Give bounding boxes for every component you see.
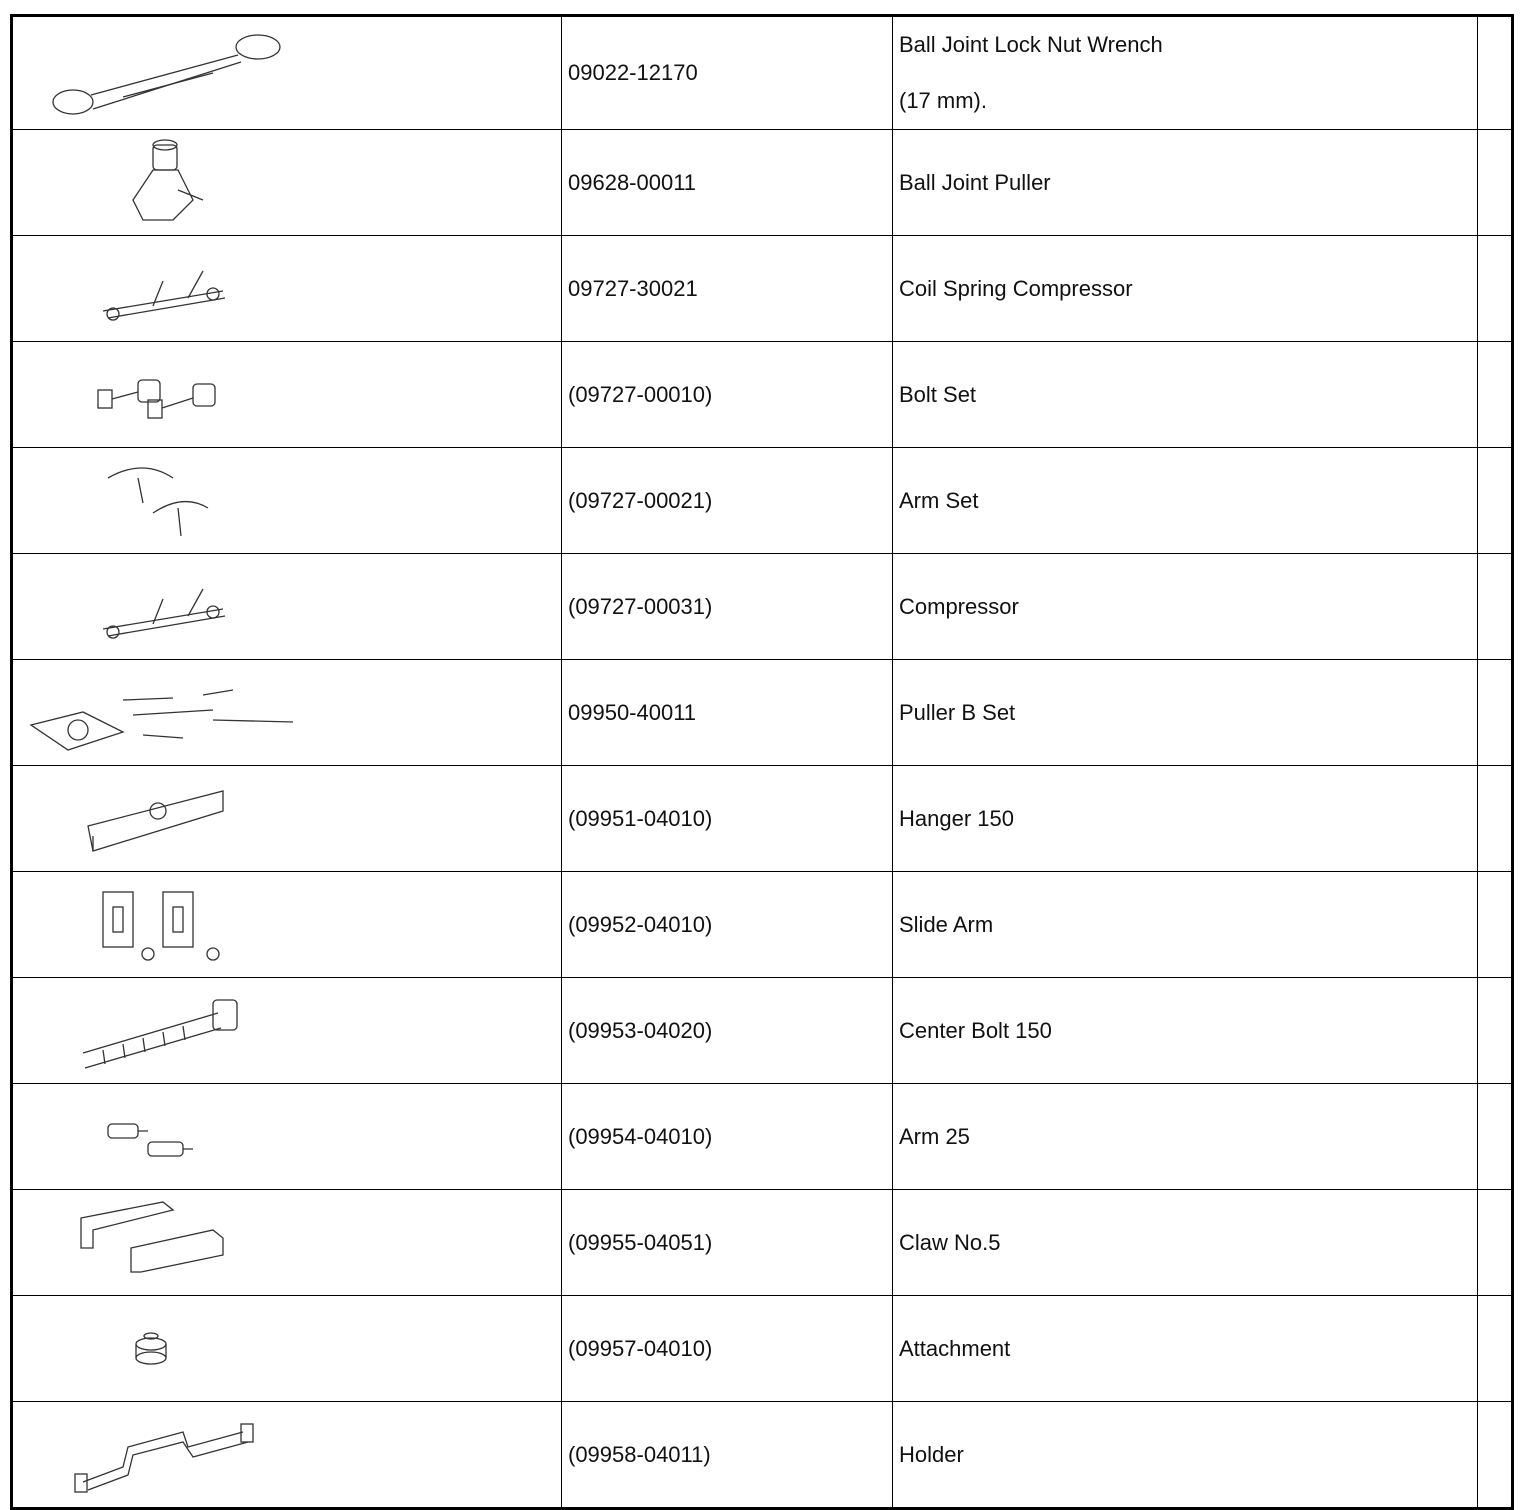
tool-name: Attachment [899, 1335, 1011, 1361]
tool-illustration-cell [12, 1084, 562, 1190]
bolt-set-icon [13, 342, 561, 447]
compressor-icon [13, 236, 561, 341]
part-number: (09957-04010) [562, 1296, 893, 1402]
tool-name-cell [893, 766, 1478, 872]
tool-name-cell [893, 236, 1478, 342]
wrench-icon [13, 17, 561, 122]
arm-set-icon [13, 448, 561, 553]
table-row [12, 554, 1513, 660]
center-bolt-icon [13, 978, 561, 1083]
empty-cell [1478, 978, 1513, 1084]
tool-name: Bolt Set [899, 381, 977, 407]
part-number: 09022-12170 [562, 16, 893, 130]
empty-cell [1478, 16, 1513, 130]
tool-name-cell [893, 660, 1478, 766]
slide-arm-icon [13, 872, 561, 977]
empty-cell [1478, 766, 1513, 872]
tool-illustration-cell [12, 130, 562, 236]
part-number: (09727-00031) [562, 554, 893, 660]
tool-name: Ball Joint Lock Nut Wrench [899, 32, 1163, 57]
empty-cell [1478, 554, 1513, 660]
table-row [12, 130, 1513, 236]
part-number: (09952-04010) [562, 872, 893, 978]
tool-illustration-cell [12, 872, 562, 978]
tool-illustration-cell [12, 978, 562, 1084]
tool-name-cell [893, 1402, 1478, 1509]
table-row [12, 872, 1513, 978]
tool-name-cell [893, 872, 1478, 978]
tool-name: Puller B Set [899, 699, 1016, 725]
tool-illustration-cell [12, 1296, 562, 1402]
empty-cell [1478, 1402, 1513, 1509]
table-row [12, 448, 1513, 554]
tool-name: Arm 25 [899, 1123, 970, 1149]
part-number: (09954-04010) [562, 1084, 893, 1190]
tool-illustration-cell [12, 1190, 562, 1296]
special-tools-table [10, 14, 1514, 1510]
tool-name-cell [893, 978, 1478, 1084]
empty-cell [1478, 342, 1513, 448]
tool-illustration-cell [12, 554, 562, 660]
tool-name-cell [893, 342, 1478, 448]
tool-name: Compressor [899, 593, 1019, 619]
table-row [12, 660, 1513, 766]
tool-illustration-cell [12, 236, 562, 342]
tool-name: Coil Spring Compressor [899, 275, 1133, 301]
tool-illustration-cell [12, 342, 562, 448]
part-number: 09950-40011 [562, 660, 893, 766]
tool-illustration-cell [12, 766, 562, 872]
table-row [12, 1402, 1513, 1509]
part-number: (09953-04020) [562, 978, 893, 1084]
table-row [12, 1190, 1513, 1296]
tool-name: Slide Arm [899, 911, 994, 937]
hanger-icon [13, 766, 561, 871]
tool-name-cell [893, 554, 1478, 660]
claw-icon [13, 1190, 561, 1295]
part-number: 09628-00011 [562, 130, 893, 236]
compressor-icon [13, 554, 561, 659]
empty-cell [1478, 1190, 1513, 1296]
empty-cell [1478, 1084, 1513, 1190]
tool-name-detail: (17 mm). [899, 88, 987, 113]
arm-icon [13, 1084, 561, 1189]
tool-name-cell [893, 1190, 1478, 1296]
table-row [12, 766, 1513, 872]
tool-illustration-cell [12, 16, 562, 130]
tool-illustration-cell [12, 660, 562, 766]
table-row [12, 1296, 1513, 1402]
tool-name-cell [893, 16, 1478, 130]
tool-illustration-cell [12, 448, 562, 554]
empty-cell [1478, 236, 1513, 342]
part-number: (09958-04011) [562, 1402, 893, 1509]
tool-name: Ball Joint Puller [899, 169, 1051, 195]
tool-name: Holder [899, 1441, 964, 1467]
empty-cell [1478, 448, 1513, 554]
tool-name: Claw No.5 [899, 1229, 1001, 1255]
tool-name-cell [893, 130, 1478, 236]
tool-name-cell [893, 1296, 1478, 1402]
holder-icon [13, 1402, 561, 1507]
table-row [12, 16, 1513, 130]
tool-name: Hanger 150 [899, 805, 1014, 831]
tool-illustration-cell [12, 1402, 562, 1509]
empty-cell [1478, 872, 1513, 978]
attachment-icon [13, 1296, 561, 1401]
table-row [12, 1084, 1513, 1190]
tool-name-cell [893, 448, 1478, 554]
empty-cell [1478, 660, 1513, 766]
empty-cell [1478, 130, 1513, 236]
tool-name-cell [893, 1084, 1478, 1190]
part-number: (09951-04010) [562, 766, 893, 872]
table-row [12, 342, 1513, 448]
part-number: (09727-00021) [562, 448, 893, 554]
part-number: (09955-04051) [562, 1190, 893, 1296]
table-row [12, 978, 1513, 1084]
puller-set-icon [13, 660, 561, 765]
part-number: (09727-00010) [562, 342, 893, 448]
tool-name: Center Bolt 150 [899, 1017, 1052, 1043]
empty-cell [1478, 1296, 1513, 1402]
table-row [12, 236, 1513, 342]
tool-name: Arm Set [899, 487, 979, 513]
puller-icon [13, 130, 561, 235]
part-number: 09727-30021 [562, 236, 893, 342]
